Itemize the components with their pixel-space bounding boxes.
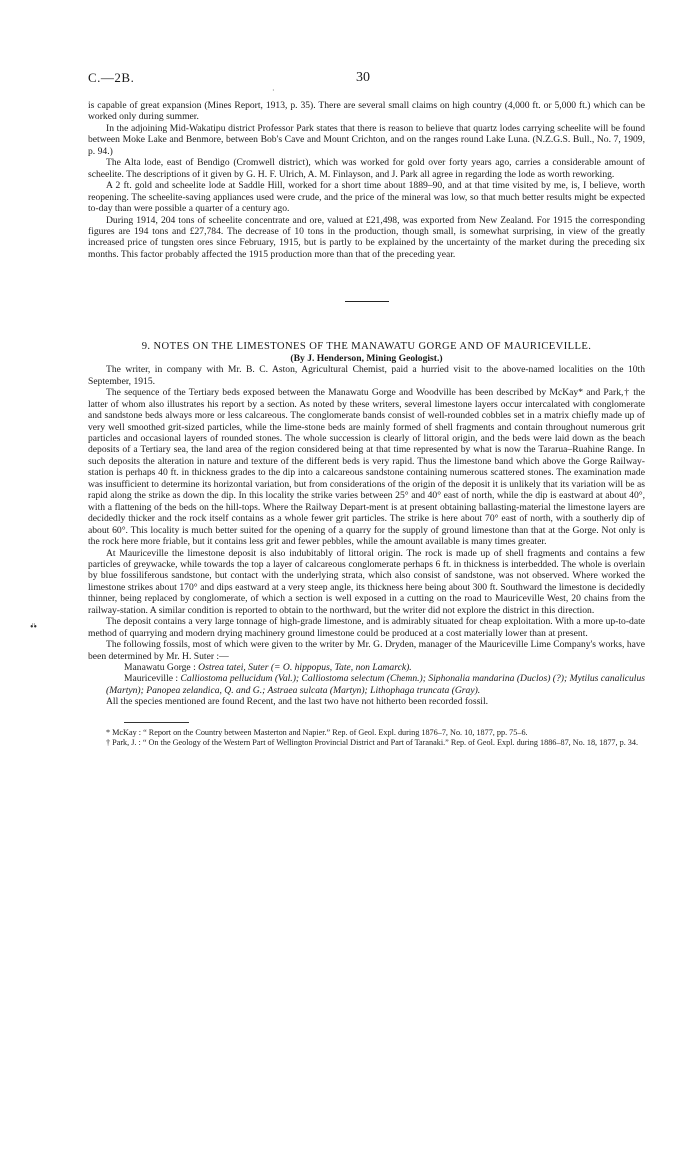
- fossil-species-list: Ostrea tatei, Suter (= O. hippopus, Tate, non Lamarck).: [198, 662, 412, 674]
- page-header: [88, 70, 644, 90]
- print-speck: ·: [272, 86, 275, 95]
- section-paragraph-3: At Mauriceville the limestone deposit is also indubitably of littoral origin. The rock is made up of shell fragments and contains a few particles of greywacke, while towards the top a layer of calcareous conglomerate perhaps 6 ft. in thickness is interbedded. The whole is overlain by blue fossiliferous sandstone, but contact with the underlying strata, which also consist of sandstone, was not observed. Where worked the limestone strikes about 170° and dips eastward at a very steep angle, its thickness here being about 300 ft. Southward the limestone is decidedly thinner, being replaced by conglomerate, of which a section is well exposed in a cutting on the road to Mauriceville West, 20 chains from the railway-station. A similar condition is reported to obtain to the northward, but the writer did not explore the district in this direction.: [88, 547, 645, 616]
- section-paragraph-2: The sequence of the Tertiary beds exposed between the Manawatu Gorge and Woodville has been described by McKay* and Park,† the latter of whom also illustrates his report by a section. As noted by these writers, several limestone layers occur intercalated with conglomerate and sandstone beds always more or less calcareous. The conglomerate bands consist of well-rounded cobbles set in a matrix chiefly made up of very well smoothed grit-sized particles, while the lime-stone beds are mainly formed of shell fragments and contain throughout numerous grit particles and occasional layers of rounded stones. The whole succession is clearly of littoral origin, and the beds were laid down as the beach deposits of a Tertiary sea, the land area of the region considered being at that time represented by what is now the Tararua–Ruahine Range. In such deposits the alteration in nature and texture of the different beds is very rapid. Thus the limestone band which above the Gorge Railway-station is perhaps 40 ft. in thickness grades to the dip into a calcareous sandstone containing numerous scattered stones. The examination made was insufficient to determine its horizontal variation, but from considerations of the origin of the deposit it is unlikely that its variation will be as rapid along the strike as down the dip. In this locality the strike varies between 25° and 40° east of north, while the dip is eastward at about 40°, with a flattening of the beds on the hill-tops. Where the Railway Depart-ment is at present obtaining ballasting-material the limestone layers are decidedly thicker and the rock itself contains as a whole fewer grit particles. The strike is here about 70° east of north, with a southerly dip of about 60°. This locality is much better suited for the opening of a quarry for the supply of ground limestone than that at the Gorge. Not only is the rock here more friable, but it contains less grit and fewer pebbles, while the amount available is many times greater.: [88, 387, 645, 548]
- page-number: 30: [356, 70, 370, 85]
- section-paragraph-1: The writer, in company with Mr. B. C. Aston, Agricultural Chemist, paid a hurried visit to the above-named localities on the 10th September, 1915.: [88, 364, 645, 387]
- footnote-divider: [124, 722, 189, 723]
- fossil-list-mauriceville: [88, 673, 645, 696]
- intro-paragraph-2: In the adjoining Mid-Wakatipu district Professor Park states that there is reason to believe that quartz lodes carrying scheelite will be found between Moke Lake and Benmore, between Bob's Cave and Mount Crichton, and on the ranges round Lake Luna. (N.Z.G.S. Bull., No. 7, 1909, p. 94.): [88, 122, 645, 157]
- footnote-park: † Park, J. : “ On the Geology of the Western Part of Wellington Provincial District and Part of Taranaki.” Rep. of Geol. Expl. during 1886–87, No. 18, 1877, p. 34.: [106, 737, 639, 747]
- fossil-list-manawatu: [88, 662, 645, 673]
- footnote-mckay: * McKay : “ Report on the Country between Masterton and Napier.” Rep. of Geol. Expl. during 1876–7, No. 10, 1877, pp. 75–6.: [106, 727, 528, 737]
- intro-paragraph-4: A 2 ft. gold and scheelite lode at Saddle Hill, worked for a short time about 1889–90, and at that time visited by me, is, I believe, worth reopening. The scheelite-saving appliances used were crude, and the price of the mineral was low, so that much better results might be expected to-day than were possible a quarter of a century ago.: [88, 180, 645, 215]
- fossil-locality-label: Mauriceville :: [124, 673, 179, 685]
- intro-paragraph-3: The Alta lode, east of Bendigo (Cromwell district), which was worked for gold over forty years ago, carries a considerable amount of scheelite. The descriptions of it given by G. H. F. Ulrich, A. M. Finlayson, and J. Park all agree in regarding the lode as worth reworking.: [88, 157, 645, 180]
- margin-mark: •̈•: [30, 622, 38, 633]
- section-byline: (By J. Henderson, Mining Geologist.): [290, 352, 443, 364]
- fossil-species-list: Calliostoma pellucidum (Val.); Calliostoma selectum (Chemn.); Siphonalia mandarina (Duclos) (?); Mytilus canaliculus (Martyn); Panopea zelandica, Q. and G.; Astraea sulcata (Martyn); Lithophaga truncata (Gray).: [106, 673, 645, 696]
- closing-paragraph: All the species mentioned are found Recent, and the last two have not hitherto been recorded fossil.: [106, 696, 489, 708]
- intro-paragraph-1: is capable of great expansion (Mines Report, 1913, p. 35). There are several small claims on high country (4,000 ft. or 5,000 ft.) which can be worked only during summer.: [88, 100, 645, 123]
- document-code: C.—2B.: [88, 70, 135, 85]
- fossil-locality-label: Manawatu Gorge :: [124, 662, 196, 674]
- section-title: 9. NOTES ON THE LIMESTONES OF THE MANAWATU GORGE AND OF MAURICEVILLE.: [141, 341, 592, 353]
- section-paragraph-4: The deposit contains a very large tonnage of high-grade limestone, and is admirably situated for cheap exploitation. With a more up-to-date method of quarrying and modern drying machinery ground limestone could be produced at a cost materially lower than at present.: [88, 616, 645, 639]
- section-paragraph-5: The following fossils, most of which were given to the writer by Mr. G. Dryden, manager of the Mauriceville Lime Company's works, have been determined by Mr. H. Suter :—: [88, 639, 645, 662]
- page-body: [88, 100, 645, 748]
- footnotes: [88, 728, 645, 748]
- intro-paragraph-5: During 1914, 204 tons of scheelite concentrate and ore, valued at £21,498, was exported from New Zealand. For 1915 the corresponding figures are 194 tons and £27,784. The decrease of 10 tons in the production, though small, is somewhat surprising, in view of the greatly increased price of tungsten ores since February, 1915, but is partly to be explained by the uncertainty of the market during the preceding six months. This factor probably affected the 1915 production more than that of the preceding year.: [88, 214, 645, 260]
- section-divider: [345, 301, 389, 302]
